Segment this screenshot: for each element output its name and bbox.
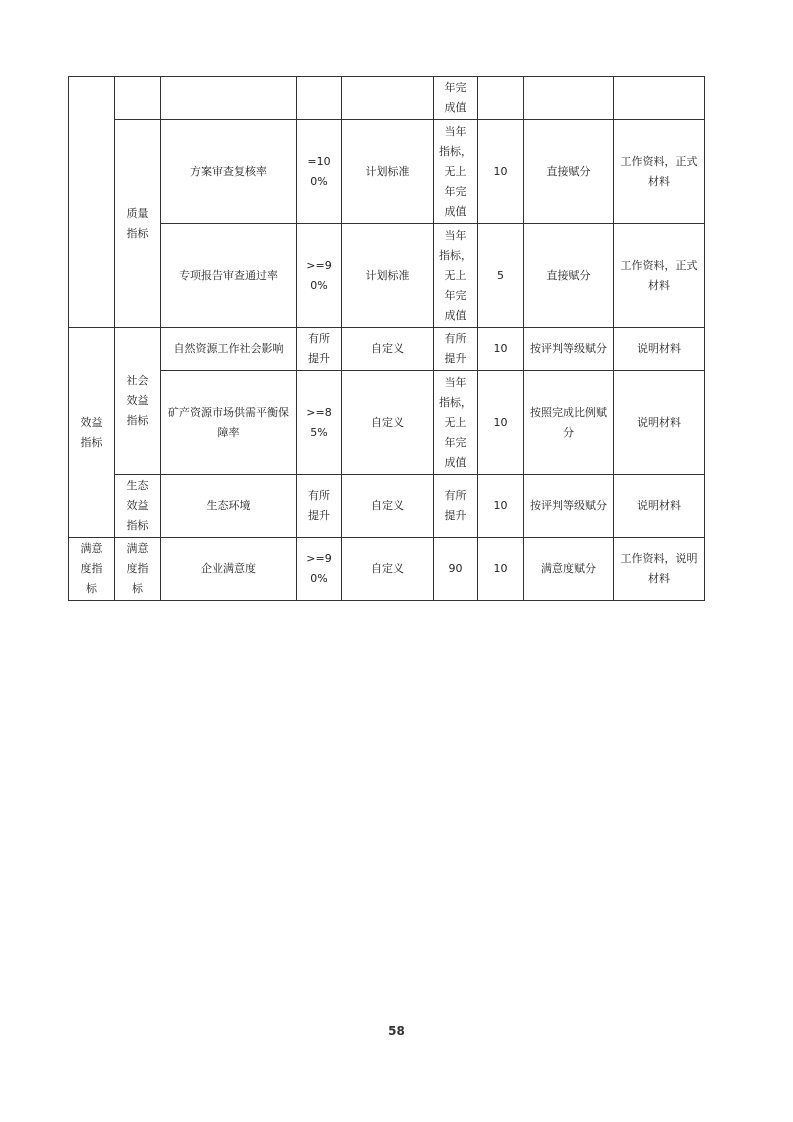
table-row — [69, 120, 705, 224]
target-value-cell: >=90% — [297, 224, 342, 328]
standard-basis-cell: 自定义 — [342, 475, 434, 538]
target-value-cell: 有所 提升 — [297, 328, 342, 371]
standard-basis-cell — [342, 77, 434, 120]
evidence-source-cell: 说明材料 — [614, 328, 705, 371]
period-value-cell: 当年 指标， 无上 年完 成值 — [434, 224, 478, 328]
weight-cell: 10 — [478, 120, 524, 224]
evidence-source-cell: 工作资料，正式 材料 — [614, 224, 705, 328]
indicator-name-cell — [161, 77, 297, 120]
indicator-name-cell: 生态环境 — [161, 475, 297, 538]
standard-basis-cell: 自定义 — [342, 328, 434, 371]
target-value-cell — [297, 77, 342, 120]
scoring-method-cell: 按照完成比例赋 分 — [524, 371, 614, 475]
indicator-name-cell: 企业满意度 — [161, 538, 297, 601]
page-number: 58 — [388, 1024, 405, 1038]
table-row — [69, 328, 705, 371]
category-level1-cell: 效益 指标 — [69, 328, 115, 538]
weight-cell: 10 — [478, 538, 524, 601]
scoring-method-cell: 直接赋分 — [524, 120, 614, 224]
weight-cell: 5 — [478, 224, 524, 328]
target-value-cell: >=90% — [297, 538, 342, 601]
scoring-method-cell: 按评判等级赋分 — [524, 328, 614, 371]
evidence-source-cell: 说明材料 — [614, 475, 705, 538]
category-level2-cell: 质量 指标 — [115, 120, 161, 328]
standard-basis-cell: 计划标准 — [342, 224, 434, 328]
scoring-method-cell: 直接赋分 — [524, 224, 614, 328]
weight-cell — [478, 77, 524, 120]
target-value-cell: =100% — [297, 120, 342, 224]
table-row — [69, 475, 705, 538]
period-value-cell: 当年 指标， 无上 年完 成值 — [434, 120, 478, 224]
weight-cell: 10 — [478, 328, 524, 371]
category-level2-cell — [115, 77, 161, 120]
standard-basis-cell: 计划标准 — [342, 120, 434, 224]
standard-basis-cell: 自定义 — [342, 538, 434, 601]
category-level2-cell: 生态 效益 指标 — [115, 475, 161, 538]
performance-indicator-table — [68, 76, 705, 601]
weight-cell: 10 — [478, 371, 524, 475]
indicator-name-cell: 矿产资源市场供需平衡保 障率 — [161, 371, 297, 475]
standard-basis-cell: 自定义 — [342, 371, 434, 475]
target-value-cell: >=85% — [297, 371, 342, 475]
period-value-cell: 当年 指标， 无上 年完 成值 — [434, 371, 478, 475]
table-row — [69, 224, 705, 328]
indicator-name-cell: 方案审查复核率 — [161, 120, 297, 224]
scoring-method-cell — [524, 77, 614, 120]
period-value-cell: 有所 提升 — [434, 475, 478, 538]
evidence-source-cell: 说明材料 — [614, 371, 705, 475]
target-value-cell: 有所 提升 — [297, 475, 342, 538]
category-level1-cell: 满意 度指 标 — [69, 538, 115, 601]
period-value-cell: 90 — [434, 538, 478, 601]
indicator-name-cell: 自然资源工作社会影响 — [161, 328, 297, 371]
category-level2-cell: 社会 效益 指标 — [115, 328, 161, 475]
evidence-source-cell — [614, 77, 705, 120]
table-row — [69, 371, 705, 475]
weight-cell: 10 — [478, 475, 524, 538]
evidence-source-cell: 工作资料，说明 材料 — [614, 538, 705, 601]
table-row — [69, 538, 705, 601]
scoring-method-cell: 按评判等级赋分 — [524, 475, 614, 538]
table-row — [69, 77, 705, 120]
evidence-source-cell: 工作资料，正式 材料 — [614, 120, 705, 224]
category-level1-cell — [69, 77, 115, 328]
scoring-method-cell: 满意度赋分 — [524, 538, 614, 601]
period-value-cell: 有所 提升 — [434, 328, 478, 371]
indicator-name-cell: 专项报告审查通过率 — [161, 224, 297, 328]
period-value-cell: 年完 成值 — [434, 77, 478, 120]
category-level2-cell: 满意 度指 标 — [115, 538, 161, 601]
